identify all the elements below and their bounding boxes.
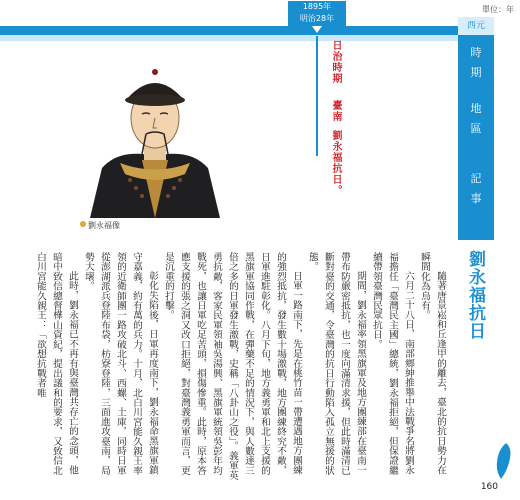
event-record: 劉永福抗日。 bbox=[330, 130, 341, 196]
timeline-bar-shade bbox=[0, 35, 458, 41]
sidebar-label: 事 bbox=[470, 192, 482, 205]
paragraph: 彰化失陷後，日軍再度南下，劉永福命黑旗軍鎮守嘉義，約有萬的兵力。十月，北白川宮能久親王率領的近衛師團一路攻破北斗、西螺、土庫，同時日軍從澎湖派兵登陸布袋，枋寮登陸，三面進攻臺南，局勢大壞。 bbox=[83, 252, 158, 476]
caption-bullet-icon bbox=[80, 221, 86, 227]
taiwan-map-icon bbox=[492, 442, 514, 480]
year-line bbox=[316, 36, 318, 156]
year-pointer-icon bbox=[312, 26, 322, 33]
sidebar-head: 西元 bbox=[458, 17, 494, 35]
unit-label: 單位：年 bbox=[482, 5, 514, 14]
sidebar-label: 區 bbox=[470, 122, 482, 135]
paragraph: 六月二十八日，南部鄉紳推舉中法戰爭名將劉永福擔任「臺灣民主國」總統，劉永福拒絕，但保證繼續帶領臺灣民眾抗日。 bbox=[371, 252, 414, 476]
event-region: 臺南 bbox=[330, 100, 341, 122]
paragraph: 期間，劉永福率領黑旗軍及地方團練部在臺南一帶布防嚴密抵抗，也一度向滿清求援，但此時滿清已斷對臺的交通，令臺灣的抗日行動陷入孤立無援的狀態。 bbox=[307, 252, 366, 476]
paragraph: 隨著唐景崧和丘逢甲的離去，臺北的抗日勢力在瞬間化為烏有。 bbox=[419, 252, 446, 476]
portrait-caption: 劉永福像 bbox=[88, 221, 120, 230]
sidebar-label: 期 bbox=[470, 66, 482, 79]
portrait-illustration bbox=[80, 48, 230, 218]
sidebar-label: 時 bbox=[470, 46, 482, 59]
article-body bbox=[35, 252, 448, 482]
paragraph: 日軍一路南下，先是在桃竹苗一帶遭遇地方團練的強烈抵抗，發生數十場激戰，地方團練終究不敵，日軍進駐彰化。八月下旬，地方義勇軍和北上支援的黑旗軍協同作戰，在彈藥不足的情況下，與人數達三倍之多的日軍發生激戰，史稱「八卦山之役」。義軍英勇抗敵，客家民軍領袖吳湯興、黑旗軍統領吳彭年均戰死，也讓日軍吃足苦頭，損傷慘重。此時，原本答應支援的張之洞又改口拒絕，對臺灣義勇軍而言，更是沉重的打擊。 bbox=[163, 252, 302, 480]
year-era: 明治28年 bbox=[299, 14, 335, 23]
page-number: 160 bbox=[480, 482, 498, 492]
sidebar-label: 地 bbox=[470, 102, 482, 115]
sidebar-label: 記 bbox=[470, 172, 482, 185]
timeline-bar bbox=[0, 26, 458, 35]
paragraph: 此時，劉永福已不再有與臺灣共存亡的念頭，他暗中致信總督樺山資紀，提出議和的要求，又致信北白川宮能久親王：「欲想抗戰者唯 bbox=[35, 252, 78, 476]
year-marker bbox=[288, 1, 346, 26]
year-ad: 1895年 bbox=[302, 2, 332, 11]
article-title: 劉永福抗日 bbox=[465, 250, 485, 340]
event-period: 日治時期 bbox=[330, 40, 341, 84]
